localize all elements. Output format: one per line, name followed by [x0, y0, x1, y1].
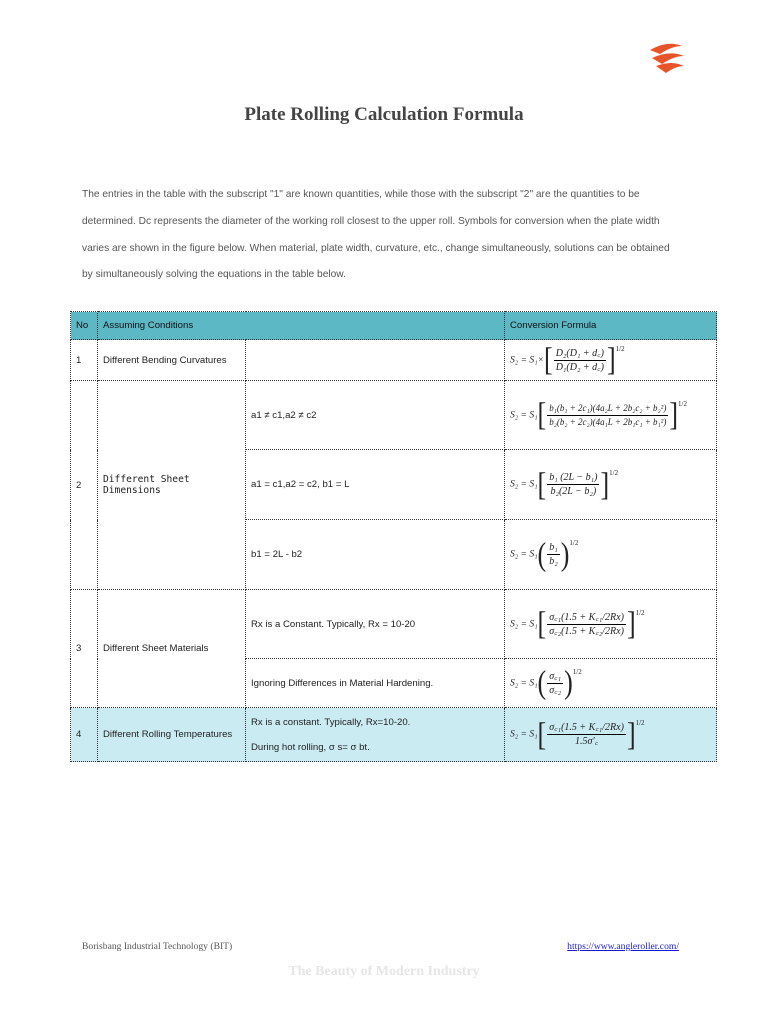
formula-cell: S₂ = S₁[ $\frac{\text{b₁ (2L − b₁)}}{\text{b₂(2L − b₂)}}$ ]1/2 — [505, 450, 717, 520]
row-no: 4 — [71, 708, 98, 762]
sub-condition-line: Rx is a constant. Typically, Rx=10-20. — [251, 716, 411, 728]
header-formula: Conversion Formula — [505, 312, 717, 340]
formula-numerator: σ꜀₁(1.5 + K꜀₁/2Rx) — [549, 722, 624, 733]
intro-line: varies are shown in the figure below. When material, plate width, curvature, etc., change simultaneously, solutions can be obtained — [82, 242, 670, 254]
formula-denominator: 1.5σ′꜀ — [575, 736, 599, 747]
row-sub-condition — [246, 340, 505, 381]
table-row — [71, 381, 717, 450]
table-row — [71, 590, 717, 659]
row-sub-condition — [246, 708, 505, 762]
header-conditions: Assuming Conditions — [98, 312, 505, 340]
formula-numerator: σ꜀₁ — [549, 670, 562, 682]
intro-line: determined. Dc represents the diameter of the working roll closest to the upper roll. Symbols for conversion when the plate width — [82, 215, 660, 227]
footer-slogan: The Beauty of Modern Industry — [288, 964, 480, 979]
row-condition: Different Sheet Dimensions — [98, 381, 246, 590]
formula-lhs: S₂ = S₁× — [510, 354, 545, 366]
formula-exponent: 1/2 — [615, 344, 625, 353]
formula-exponent: 1/2 — [678, 399, 687, 408]
row-sub-condition: Rx is a Constant. Typically, Rx = 10-20 — [246, 590, 505, 659]
formula-lhs: S₂ = S₁ — [510, 478, 538, 490]
sub-condition-line: During hot rolling, σ s= σ bt. — [251, 741, 370, 753]
formula-lhs: S₂ = S₁ — [510, 728, 538, 740]
company-logo — [646, 38, 686, 78]
formula-denominator: D₁(D₂ + d꜀) — [555, 361, 604, 373]
formula-exponent: 1/2 — [572, 667, 582, 676]
formula-denominator: b₂(b₂ + 2c₂)(4a₁L + 2b₁c₁ + b₁²) — [549, 416, 667, 427]
table-header-row — [71, 312, 717, 340]
row-sub-condition: a1 ≠ c1,a2 ≠ c2 — [246, 381, 505, 450]
row-condition: Different Bending Curvatures — [98, 340, 246, 381]
intro-line: by simultaneously solving the equations in the table below. — [82, 269, 346, 281]
header-no: No — [71, 312, 98, 340]
footer-company: Borisbang Industrial Technology (BIT) — [82, 941, 233, 952]
footer-website-link[interactable]: https://www.angleroller.com/ — [567, 941, 679, 952]
row-sub-condition: Ignoring Differences in Material Hardening. — [246, 659, 505, 708]
formula-numerator: b₁ (2L − b₁) — [549, 472, 598, 483]
formula-exponent: 1/2 — [609, 469, 619, 477]
formula-exponent: 1/2 — [569, 539, 579, 547]
row-no: 2 — [71, 381, 98, 590]
row-condition: Different Sheet Materials — [98, 590, 246, 708]
formula-denominator: b₂(2L − b₂) — [550, 486, 597, 497]
formula-exponent: 1/2 — [635, 608, 645, 617]
row-no: 1 — [71, 340, 98, 381]
formula-cell: S₂ = S₁×[ $\frac{\text{D₂(D₁ + d꜀)}}{\text{D₁(D₂ + d꜀)}}$ ]1/2 — [505, 340, 717, 381]
formula-lhs: S₂ = S₁ — [510, 618, 538, 630]
row-sub-condition: a1 = c1,a2 = c2, b1 = L — [246, 450, 505, 520]
intro-paragraph — [82, 185, 682, 292]
formula-denominator: σ꜀₂ — [549, 684, 562, 696]
formula-numerator: D₂(D₁ + d꜀) — [555, 347, 604, 359]
formula-cell: S₂ = S₁[ $\frac{\text{σ꜀₁(1.5 + K꜀₁/2Rx)}}{1.5\sigma'꜀}$ ]1/2 — [505, 708, 717, 762]
formula-denominator: σ꜀₂(1.5 + K꜀₂/2Rx) — [549, 625, 624, 637]
formula-lhs: S₂ = S₁ — [510, 409, 538, 421]
page-title: Plate Rolling Calculation Formula — [244, 104, 524, 125]
table-row — [71, 708, 717, 762]
formula-denominator: b₂ — [549, 556, 558, 567]
formula-numerator: b₁(b₁ + 2c₁)(4a₂L + 2b₂c₂ + b₂²) — [547, 402, 668, 416]
table-row — [71, 340, 717, 381]
row-no: 3 — [71, 590, 98, 708]
formula-cell: S₂ = S₁[ $\frac{\text{b₁(b₁ + 2c₁)(4a₂L + 2b₂c₂ + b₂²)}}{\text{b₂(b₂ + 2c₂)(4a₁L + 2b₁c₁ + b₁²)}}$ ]1/2 — [505, 381, 717, 450]
formula-cell: S₂ = S₁( $\frac{\text{σ꜀₁}}{\text{σ꜀₂}}$ )1/2 — [505, 659, 717, 708]
row-sub-condition: b1 = 2L - b2 — [246, 520, 505, 590]
formula-cell: S₂ = S₁( $\frac{\text{b₁}}{\text{b₂}}$ )1/2 — [505, 520, 717, 590]
intro-line: The entries in the table with the subscript "1" are known quantities, while those with the subscript "2" are the quantities to be — [82, 189, 640, 200]
formula-exponent: 1/2 — [635, 719, 645, 727]
row-condition: Different Rolling Temperatures — [98, 708, 246, 762]
formula-numerator: b₁ — [549, 542, 558, 553]
conversion-table — [70, 311, 717, 762]
formula-numerator: σ꜀₁(1.5 + K꜀₁/2Rx) — [549, 611, 624, 623]
formula-lhs: S₂ = S₁ — [510, 548, 538, 560]
formula-lhs: S₂ = S₁ — [510, 677, 538, 689]
formula-cell: S₂ = S₁[ $\frac{\text{σ꜀₁(1.5 + K꜀₁/2Rx)}}{\text{σ꜀₂(1.5 + K꜀₂/2Rx)}}$ ]1/2 — [505, 590, 717, 659]
